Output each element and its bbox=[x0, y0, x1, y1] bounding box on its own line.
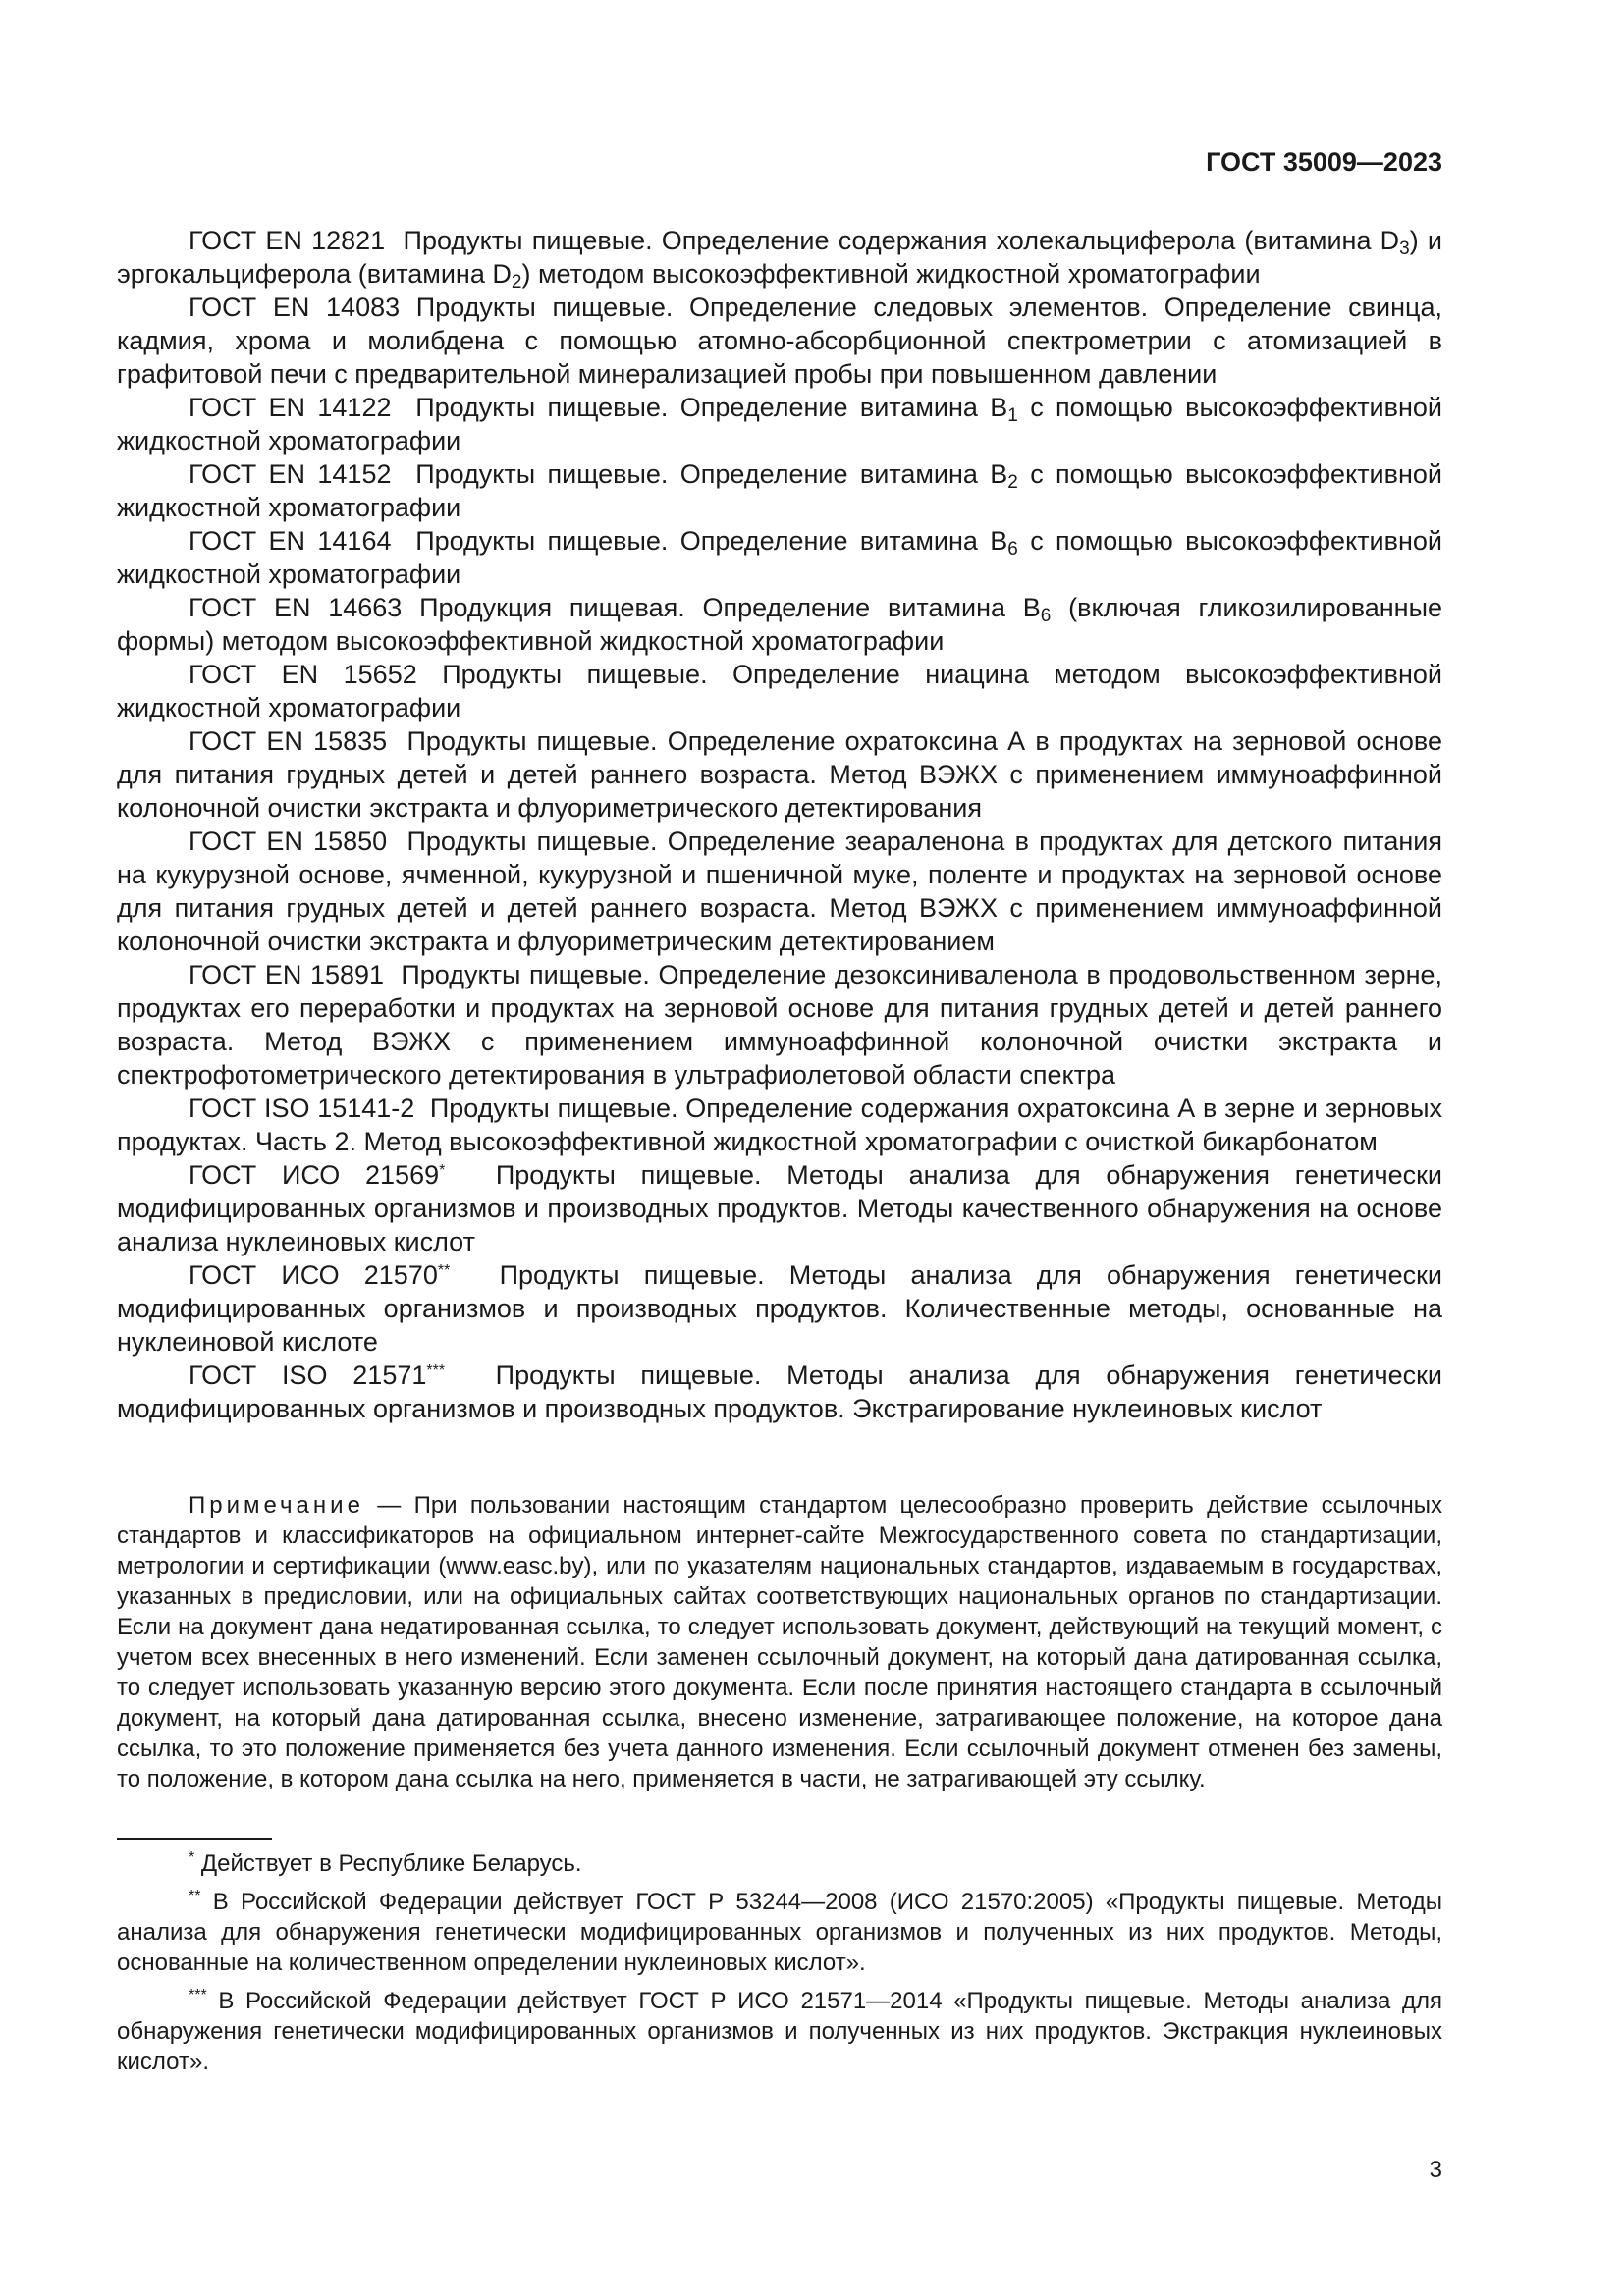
footnote bbox=[117, 1848, 1442, 1879]
reference-entry bbox=[117, 1359, 1442, 1425]
footnote-text: В Российской Федерации действует ГОСТ Р 53244—2008 (ИСО 21570:2005) «Продукты пищевые. Методы анализа для обнаружения генетически модифицированных организмов и полученных из них продуктов. Методы, основанные на количественном определении нуклеиновых кислот». bbox=[117, 1889, 1442, 1976]
reference-title: ) методом высокоэффективной жидкостной хроматографии bbox=[521, 259, 1261, 289]
reference-title: (включая гликозилированные формы) методом высокоэффективной жидкостной хроматографии bbox=[117, 593, 1443, 656]
reference-code: ГОСТ EN 15835 bbox=[189, 726, 388, 756]
reference-entry bbox=[117, 825, 1442, 958]
reference-title: Продукты пищевые. Определение содержания холекальциферола (витамина D bbox=[403, 226, 1400, 255]
note-label: Примечание bbox=[189, 1492, 364, 1519]
reference-title: Продукты пищевые. Определение витамина B bbox=[415, 459, 1008, 489]
footnote-marker: * bbox=[189, 1849, 195, 1866]
subscript: 6 bbox=[1040, 606, 1052, 626]
subscript: 2 bbox=[1007, 472, 1018, 493]
reference-title: с помощью высокоэффективной жидкостной хроматографии bbox=[117, 526, 1442, 589]
reference-entry bbox=[117, 224, 1442, 291]
reference-code: ГОСТ ISO 21571 bbox=[189, 1361, 427, 1390]
reference-title: Продукты пищевые. Методы анализа для обнаружения генетически модифицированных организмов и производных продуктов. Методы качественного обнаружения на основе анализа нуклеиновых кислот bbox=[117, 1160, 1442, 1256]
reference-title: Продукты пищевые. Определение содержания охратоксина А в зерне и зерновых продуктах. Часть 2. Метод высокоэффективной жидкостной хроматографии с очисткой бикарбонатом bbox=[117, 1094, 1442, 1156]
reference-title: Продукты пищевые. Определение дезоксиниваленола в продовольственном зерне, продуктах его переработки и продуктах на зерновой основе для питания грудных детей и детей раннего возраста. Метод ВЭЖХ с применением иммуноаффинной колоночной очистки экстракта и спектрофотометрического детектирования в ультрафиолетовой области спектра bbox=[117, 960, 1442, 1090]
reference-entry bbox=[117, 291, 1442, 391]
reference-entry bbox=[117, 524, 1442, 591]
footnote-text: В Российской Федерации действует ГОСТ Р ИСО 21571—2014 «Продукты пищевые. Методы анализа для обнаружения генетически модифицированных организмов и полученных из них продуктов. Экстракция нуклеиновых кислот». bbox=[117, 1988, 1443, 2075]
reference-code: ГОСТ EN 14122 bbox=[189, 393, 392, 422]
page-number: 3 bbox=[1429, 2157, 1442, 2183]
reference-entry bbox=[117, 1258, 1442, 1359]
reference-entry bbox=[117, 457, 1442, 524]
footnote-text: Действует в Республике Беларусь. bbox=[200, 1850, 582, 1877]
reference-title: Продукты пищевые. Определение зеараленона в продуктах для детского питания на кукурузной основе, ячменной, кукурузной и пшеничной муке, поленте и продуктах на зерновой основе для питания грудных детей и детей раннего возраста. Метод ВЭЖХ с применением иммуноаффинной колоночной очистки экстракта и флуориметрическим детектированием bbox=[117, 827, 1442, 956]
reference-title: с помощью высокоэффективной жидкостной хроматографии bbox=[117, 459, 1442, 522]
reference-code: ГОСТ EN 12821 bbox=[189, 226, 386, 255]
subscript: 2 bbox=[511, 272, 522, 293]
footnote-marker: * bbox=[439, 1162, 446, 1179]
reference-code: ГОСТ ИСО 21569 bbox=[189, 1160, 440, 1190]
reference-title: Продукты пищевые. Методы анализа для обнаружения генетически модифицированных организмов и производных продуктов. Количественные методы, основанные на нуклеиновой кислоте bbox=[117, 1260, 1442, 1357]
reference-title: Продукты пищевые. Методы анализа для обнаружения генетически модифицированных организмов и производных продуктов. Экстрагирование нуклеиновых кислот bbox=[117, 1361, 1442, 1423]
footnote-marker: *** bbox=[426, 1362, 446, 1379]
reference-code: ГОСТ EN 15850 bbox=[189, 827, 388, 856]
footnote-marker: ** bbox=[437, 1262, 451, 1279]
note-text: — При пользовании настоящим стандартом целесообразно проверить действие ссылочных стандартов и классификаторов на официальном интернет-сайте Межгосударственного совета по стандартизации, метрологии и сертификации (www.easc.by), или по указателям национальных стандартов, издаваемым в государствах, указанных в предисловии, или на официальных сайтах соответствующих национальных органов по стандартизации. Если на документ дана недатированная ссылка, то следует использовать документ, действующий на текущий момент, с учетом всех внесенных в него изменений. Если заменен ссылочный документ, на который дана датированная ссылка, то следует использовать указанную версию этого документа. Если после принятия настоящего стандарта в ссылочный документ, на который дана датированная ссылка, внесено изменение, затрагивающее положение, на которое дана ссылка, то это положение применяется без учета данного изменения. Если ссылочный документ отменен без замены, то положение, в котором дана ссылка на него, применяется в части, не затрагивающей эту ссылку. bbox=[117, 1492, 1442, 1792]
reference-title: Продукты пищевые. Определение витамина B bbox=[415, 393, 1008, 422]
reference-code: ГОСТ EN 15652 bbox=[189, 660, 417, 689]
reference-code: ГОСТ EN 14164 bbox=[189, 526, 392, 556]
reference-entry bbox=[117, 658, 1442, 724]
reference-code: ГОСТ EN 14152 bbox=[189, 459, 392, 489]
reference-entry bbox=[117, 591, 1442, 658]
footnotes bbox=[117, 1848, 1442, 2085]
footnote bbox=[117, 1986, 1442, 2077]
footnote bbox=[117, 1887, 1442, 1978]
reference-code: ГОСТ EN 15891 bbox=[189, 960, 385, 989]
document-header: ГОСТ 35009—2023 bbox=[1206, 147, 1442, 177]
footnote-marker: ** bbox=[189, 1888, 201, 1904]
reference-title: Продукты пищевые. Определение охратоксина А в продуктах на зерновой основе для питания грудных детей и детей раннего возраста. Метод ВЭЖХ с применением иммуноаффинной колоночной очистки экстракта и флуориметрического детектирования bbox=[117, 726, 1442, 823]
normative-references bbox=[117, 224, 1442, 1425]
subscript: 3 bbox=[1399, 239, 1410, 259]
reference-entry bbox=[117, 958, 1442, 1092]
reference-entry bbox=[117, 1158, 1442, 1258]
footnote-marker: *** bbox=[189, 1987, 207, 2003]
reference-code: ГОСТ EN 14083 bbox=[189, 293, 401, 322]
subscript: 1 bbox=[1007, 405, 1018, 426]
reference-title: Продукты пищевые. Определение ниацина методом высокоэффективной жидкостной хроматографии bbox=[117, 660, 1442, 722]
reference-entry bbox=[117, 1092, 1442, 1158]
footnote-divider bbox=[117, 1838, 272, 1840]
reference-title: Продукты пищевые. Определение следовых элементов. Определение свинца, кадмия, хрома и молибдена с помощью атомно-абсорбционной спектрометрии с атомизацией в графитовой печи с предварительной минерализацией пробы при повышенном давлении bbox=[117, 293, 1442, 389]
reference-entry bbox=[117, 391, 1442, 457]
reference-title: ) и эргокальциферола (витамина D bbox=[117, 226, 1442, 289]
reference-code: ГОСТ ISO 15141-2 bbox=[189, 1094, 415, 1123]
reference-title: с помощью высокоэффективной жидкостной хроматографии bbox=[117, 393, 1442, 455]
note-paragraph bbox=[117, 1490, 1442, 1794]
subscript: 6 bbox=[1007, 539, 1018, 560]
reference-title: Продукты пищевые. Определение витамина B bbox=[415, 526, 1008, 556]
reference-code: ГОСТ EN 14663 bbox=[189, 593, 403, 622]
reference-title: Продукция пищевая. Определение витамина B bbox=[419, 593, 1041, 622]
reference-code: ГОСТ ИСО 21570 bbox=[189, 1260, 438, 1290]
reference-entry bbox=[117, 724, 1442, 825]
